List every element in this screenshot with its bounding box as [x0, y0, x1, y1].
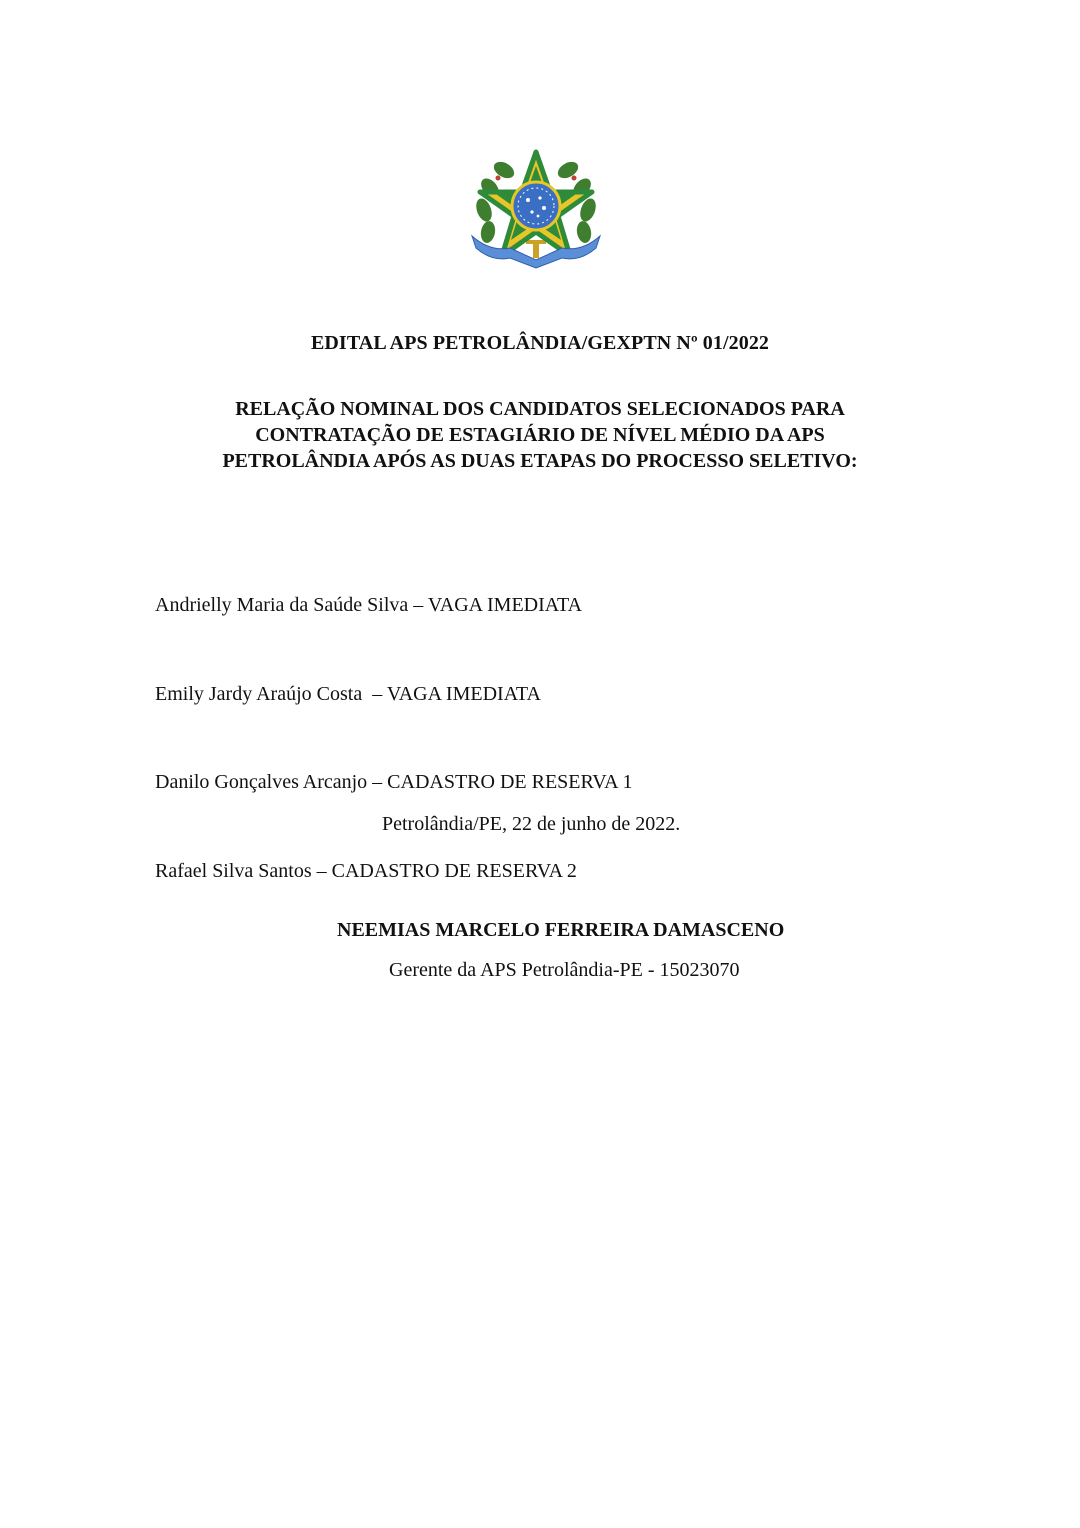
signer-role: Gerente da APS Petrolândia-PE - 15023070: [389, 959, 740, 981]
signer-name: NEEMIAS MARCELO FERREIRA DAMASCENO: [337, 919, 785, 941]
document-subtitle: [150, 396, 930, 474]
subtitle-line: CONTRATAÇÃO DE ESTAGIÁRIO DE NÍVEL MÉDIO DA APS: [255, 424, 825, 446]
brazil-coat-of-arms-icon: [466, 148, 606, 272]
document-title: EDITAL APS PETROLÂNDIA/GEXPTN Nº 01/2022: [310, 332, 770, 354]
candidate-item: Rafael Silva Santos – CADASTRO DE RESERVA 2: [155, 859, 577, 882]
candidate-item: Andrielly Maria da Saúde Silva – VAGA IMEDIATA: [155, 594, 583, 616]
candidate-item: Danilo Gonçalves Arcanjo – CADASTRO DE RESERVA 1: [155, 771, 633, 793]
candidate-list: [155, 532, 632, 945]
candidate-item: Emily Jardy Araújo Costa – VAGA IMEDIATA: [155, 682, 541, 705]
place-date: Petrolândia/PE, 22 de junho de 2022.: [382, 813, 681, 835]
subtitle-line: RELAÇÃO NOMINAL DOS CANDIDATOS SELECIONADOS PARA: [235, 398, 845, 420]
subtitle-line: PETROLÂNDIA APÓS AS DUAS ETAPAS DO PROCESSO SELETIVO:: [222, 450, 858, 472]
